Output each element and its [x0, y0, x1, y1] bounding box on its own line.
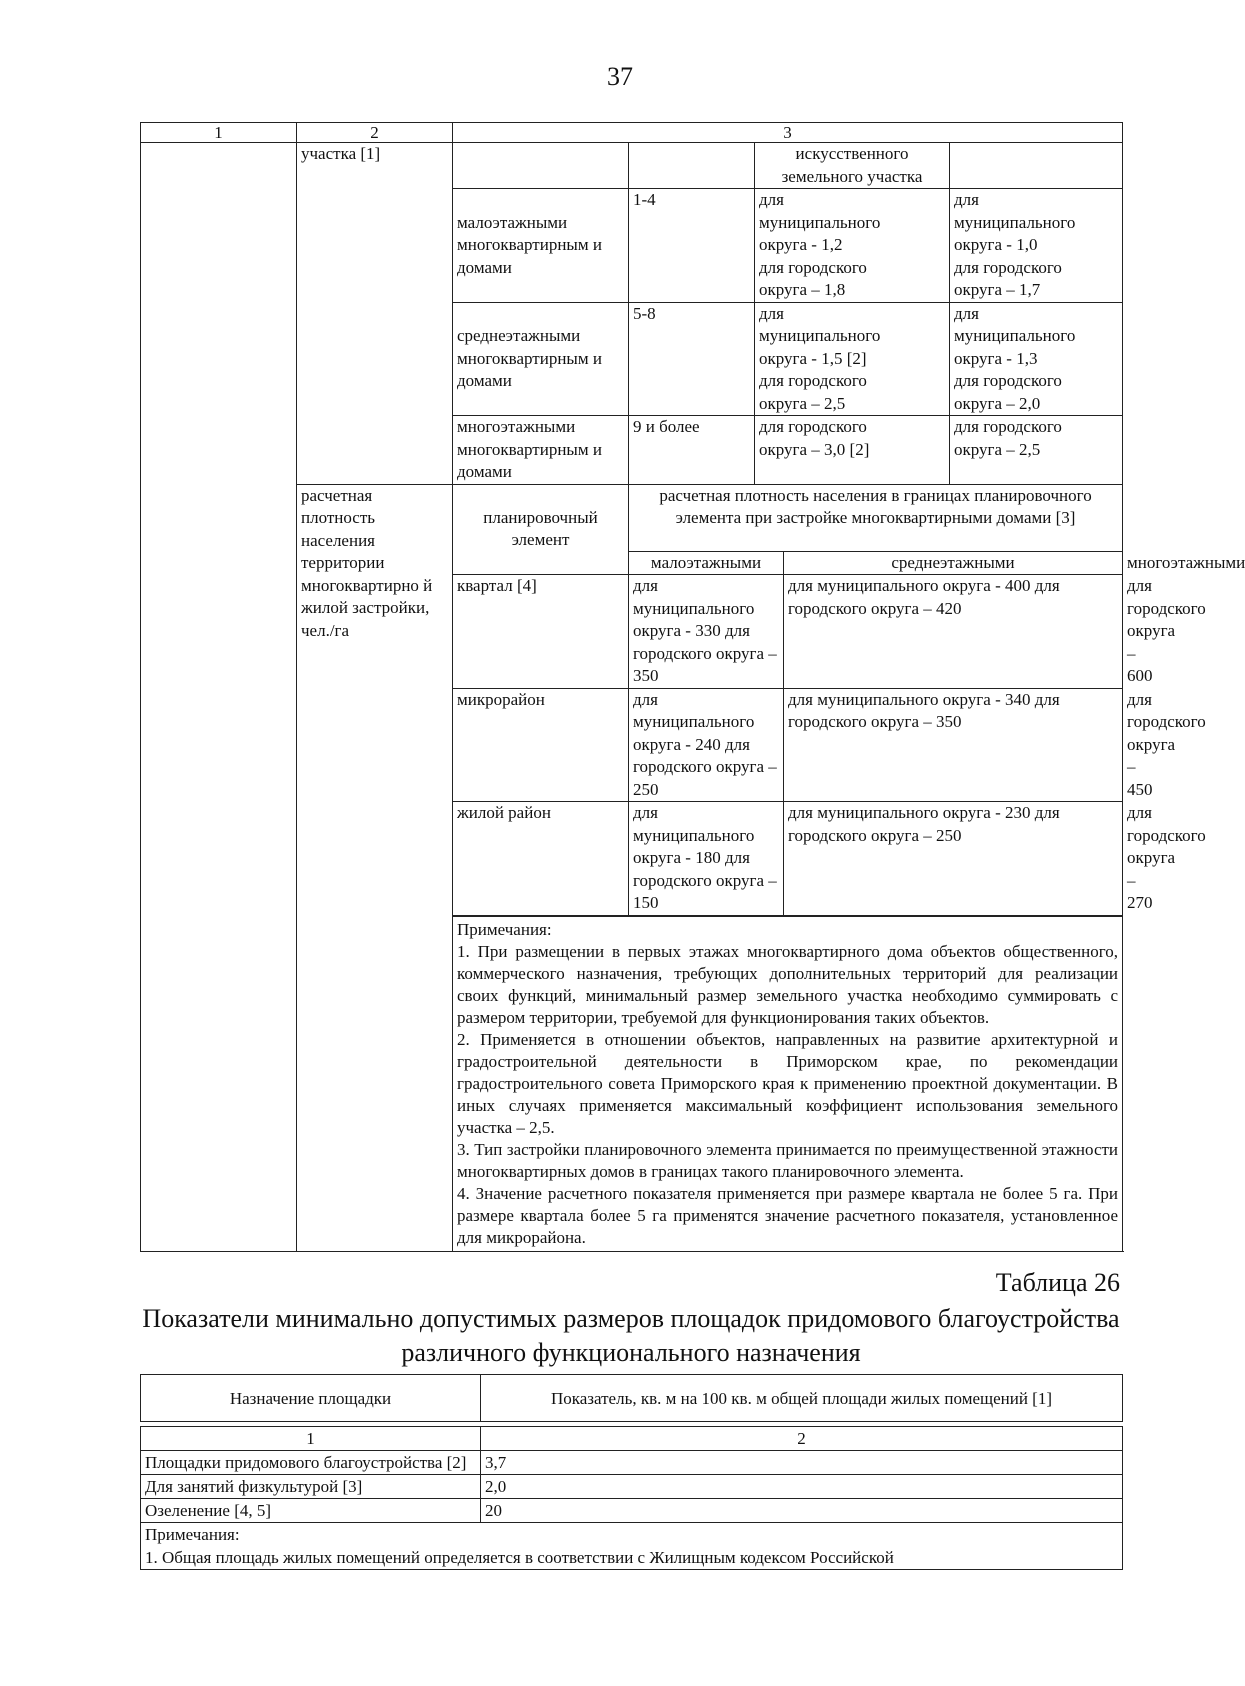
value-line: для: [759, 303, 784, 323]
element-cell: жилой район: [453, 802, 629, 916]
notes-row: [141, 1523, 1123, 1570]
value-cell: [755, 302, 950, 416]
value-line: для городского: [954, 417, 1062, 436]
building-type-cell: многоэтажными многоквартирным и домами: [453, 416, 629, 485]
col-number-3: 3: [453, 123, 1123, 143]
group-header-cell: расчетная плотность населения в границах планировочного элемента при застройке многоквартирными домами [3]: [629, 484, 1123, 551]
notes-cell: [453, 916, 1123, 1252]
page-number: 37: [607, 62, 633, 91]
value-line: муниципального: [954, 212, 1076, 232]
table-row: [141, 143, 1123, 189]
value-line: округа – 1,8: [759, 280, 846, 299]
value-line: муниципального: [954, 326, 1076, 345]
area-name-cell: Озеленение [4, 5]: [141, 1499, 481, 1523]
value-cell: для муниципального округа - 240 для городского округа – 250: [629, 688, 784, 802]
note-item: 2. Применяется в отношении объектов, направленных на развитие архитектурной и градостроительной деятельности в Приморском крае, по рекомендации градостроительного совета Приморского края к применению проектной документации. В иных случаях применяется максимальный коэффициент использования земельного участка – 2,5.: [457, 1029, 1119, 1137]
value-cell: [755, 416, 950, 485]
empty-cell: [141, 143, 297, 1252]
table-label: Таблица 26: [995, 1268, 1120, 1297]
note-item: 4. Значение расчетного показателя применяется при размере квартала не более 5 га. При размере квартала более 5 га применятся значение расчетного показателя, установленное для микрорайона.: [457, 1183, 1119, 1247]
value-line: для: [954, 190, 979, 209]
value-cell: для муниципального округа - 230 для городского округа – 250: [784, 802, 1123, 916]
note-item: 3. Тип застройки планировочного элемента принимается по преимущественной этажности многоквартирных домов в границах такого планировочного элемента.: [457, 1139, 1119, 1181]
element-header-cell: планировочный элемент: [453, 484, 629, 575]
header-cell: Показатель, кв. м на 100 кв. м общей площади жилых помещений [1]: [481, 1375, 1123, 1422]
header-cell: Назначение площадки: [141, 1375, 481, 1422]
column-number-row: [141, 1427, 1123, 1451]
table-row: [141, 1475, 1123, 1499]
value-line: округа - 1,2: [759, 235, 843, 254]
value-line: муниципального: [759, 212, 881, 232]
value-line: округа – 1,7: [954, 280, 1041, 299]
value-line: для городского: [954, 257, 1062, 277]
value-cell: [950, 416, 1123, 485]
table-row: квартал [4] для муниципального округа - 330 для городского округа – 350 для муниципального округа - 400 для городского округа – 420 для городского округа – 600: [141, 575, 1123, 689]
value-line: округа – 2,0: [954, 393, 1041, 413]
building-type-cell: среднеэтажными многоквартирным и домами: [453, 302, 629, 416]
value-cell: для муниципального округа - 400 для городского округа – 420: [784, 575, 1123, 689]
element-cell: квартал [4]: [453, 575, 629, 689]
col-number-1: 1: [141, 1427, 481, 1451]
table-row: микрорайон для муниципального округа - 240 для городского округа – 250 для муниципального округа - 340 для городского округа – 350 для городского округа – 450: [141, 688, 1123, 802]
floors-cell: 9 и более: [629, 416, 755, 485]
subheader-mid: среднеэтажными: [784, 551, 1123, 575]
header-row: [141, 1375, 1123, 1422]
area-value-cell: 3,7: [481, 1451, 1123, 1475]
empty-cell: [629, 143, 755, 189]
notes-title: Примечания:: [145, 1525, 240, 1544]
column-number-row: [141, 123, 1123, 143]
note-item: 1. При размещении в первых этажах многоквартирного дома объектов общественного, коммерческого назначения, требующих дополнительных территорий для реализации своих функций, минимальный размер земельного участка необходимо суммировать с размером территории, требуемой для функционирования таких объектов.: [457, 941, 1119, 1027]
value-line: для городского: [759, 257, 867, 277]
value-line: для городского: [759, 417, 867, 436]
element-cell: микрорайон: [453, 688, 629, 802]
floors-cell: 1-4: [629, 189, 755, 303]
subheader-low: малоэтажными: [629, 551, 784, 575]
empty-cell: [453, 143, 629, 189]
value-cell: [950, 302, 1123, 416]
indicator-cell: участка [1]: [297, 143, 453, 485]
table-row: жилой район для муниципального округа - 180 для городского округа – 150 для муниципального округа - 230 для городского округа – 250 для городского округа – 270: [141, 802, 1123, 916]
value-cell: [950, 189, 1123, 303]
col-number-2: 2: [297, 123, 453, 143]
area-name-cell: Для занятий физкультурой [3]: [141, 1475, 481, 1499]
value-cell: для муниципального округа - 330 для городского округа – 350: [629, 575, 784, 689]
empty-cell: [950, 143, 1123, 189]
value-line: для городского: [954, 371, 1062, 390]
urban-planning-indicators-table: [140, 122, 1245, 1252]
value-line: округа – 2,5: [759, 393, 846, 413]
value-line: округа - 1,5 [2]: [759, 348, 867, 368]
col-number-1: 1: [141, 123, 297, 143]
yard-areas-table: [140, 1374, 1123, 1570]
value-line: округа – 3,0 [2]: [759, 439, 870, 459]
value-line: муниципального: [759, 326, 881, 345]
floors-cell: 5-8: [629, 302, 755, 416]
notes-cell: [141, 1523, 1123, 1570]
value-cell: [755, 189, 950, 303]
value-cell: для муниципального округа - 340 для городского округа – 350: [784, 688, 1123, 802]
subheader-row: малоэтажными среднеэтажными многоэтажными: [141, 551, 1123, 575]
area-name-cell: Площадки придомового благоустройства [2]: [141, 1451, 481, 1475]
value-line: округа - 1,0: [954, 235, 1038, 254]
value-line: округа – 2,5: [954, 439, 1041, 459]
indicator-cell: расчетная плотность населения территории многоквартирно й жилой застройки, чел./га: [297, 484, 453, 1251]
value-line: для городского: [759, 371, 867, 390]
note-item: 1. Общая площадь жилых помещений определяется в соответствии с Жилищным кодексом Российской: [145, 1548, 894, 1567]
table-row: [141, 1499, 1123, 1523]
value-line: для: [759, 190, 784, 209]
value-line: округа - 1,3: [954, 348, 1038, 368]
value-cell: для муниципального округа - 180 для городского округа – 150: [629, 802, 784, 916]
notes-title: Примечания:: [457, 919, 552, 939]
building-type-cell: малоэтажными многоквартирным и домами: [453, 189, 629, 303]
area-value-cell: 2,0: [481, 1475, 1123, 1499]
table-title: Показатели минимально допустимых размеров площадок придомового благоустройства различного функционального назначения: [142, 1304, 1120, 1367]
value-line: для: [954, 303, 979, 323]
col-number-2: 2: [481, 1427, 1123, 1451]
table-row: [141, 1451, 1123, 1475]
header-cell: искусственного земельного участка: [755, 143, 950, 189]
area-value-cell: 20: [481, 1499, 1123, 1523]
